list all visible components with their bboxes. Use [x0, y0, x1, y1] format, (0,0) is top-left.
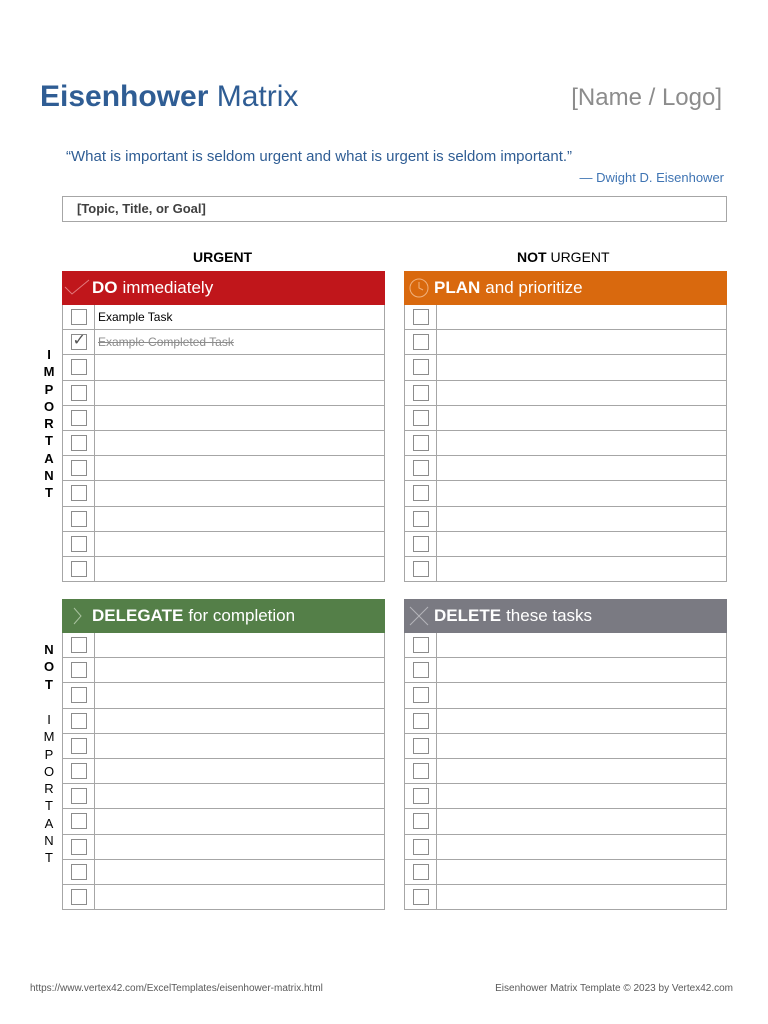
checkmark-icon: ✓ [72, 332, 86, 350]
task-list [62, 305, 385, 582]
task-text[interactable] [95, 885, 384, 909]
task-text[interactable] [437, 683, 726, 707]
checkbox-cell [405, 507, 437, 531]
checkbox-cell [63, 835, 95, 859]
checkbox-cell [405, 809, 437, 833]
task-row [63, 734, 384, 759]
task-row [63, 784, 384, 809]
task-checkbox[interactable] [71, 662, 87, 678]
column-header-not-urgent [517, 249, 610, 265]
task-row [405, 734, 726, 759]
task-row [405, 330, 726, 355]
side-letter: N [44, 468, 54, 484]
task-checkbox[interactable] [413, 536, 429, 552]
task-row [63, 557, 384, 582]
checkbox-cell [63, 330, 95, 354]
quadrant-title-rest: these tasks [506, 606, 593, 625]
task-checkbox[interactable] [71, 359, 87, 375]
side-letter: T [45, 850, 53, 866]
checkbox-cell [63, 709, 95, 733]
checkbox-cell [63, 305, 95, 329]
task-row [63, 305, 384, 330]
checkbox-cell [405, 734, 437, 758]
task-row [405, 381, 726, 406]
task-checkbox[interactable] [71, 763, 87, 779]
task-row [405, 355, 726, 380]
task-checkbox[interactable] [71, 309, 87, 325]
task-checkbox[interactable] [71, 511, 87, 527]
task-row [405, 431, 726, 456]
task-text[interactable] [437, 305, 726, 329]
task-text[interactable] [437, 809, 726, 833]
task-text[interactable] [95, 406, 384, 430]
task-text[interactable] [437, 532, 726, 556]
task-row [405, 532, 726, 557]
task-checkbox[interactable] [413, 385, 429, 401]
side-letter: P [44, 381, 54, 397]
checkbox-cell [405, 633, 437, 657]
task-text[interactable] [95, 759, 384, 783]
checkbox-cell [63, 381, 95, 405]
task-text[interactable] [95, 355, 384, 379]
chevron-right-icon [62, 599, 92, 633]
side-label-not-important [42, 711, 56, 867]
task-text[interactable] [95, 835, 384, 859]
quadrant-header-delete [404, 599, 727, 633]
task-row [405, 759, 726, 784]
quadrant-plan [404, 271, 727, 582]
task-text[interactable] [437, 507, 726, 531]
logo-placeholder: [Name / Logo] [571, 84, 722, 111]
task-checkbox[interactable] [71, 561, 87, 577]
checkbox-cell [63, 507, 95, 531]
task-text[interactable] [95, 809, 384, 833]
task-checkbox[interactable] [413, 813, 429, 829]
task-row [405, 305, 726, 330]
task-row [63, 406, 384, 431]
side-letter: T [45, 485, 53, 501]
task-checkbox[interactable] [71, 637, 87, 653]
task-text[interactable] [95, 507, 384, 531]
task-text[interactable] [95, 431, 384, 455]
task-row [405, 683, 726, 708]
side-letter: N [44, 642, 54, 657]
quadrant-header-delegate [62, 599, 385, 633]
quadrant-delegate [62, 599, 385, 910]
quadrant-title-bold: DO [92, 278, 118, 297]
task-row [63, 835, 384, 860]
task-row [63, 507, 384, 532]
task-text[interactable] [95, 734, 384, 758]
task-checkbox[interactable] [71, 713, 87, 729]
task-text[interactable] [95, 709, 384, 733]
checkbox-cell [63, 431, 95, 455]
task-row [63, 658, 384, 683]
task-text[interactable] [437, 406, 726, 430]
task-row [63, 809, 384, 834]
task-text[interactable] [437, 381, 726, 405]
task-checkbox[interactable] [413, 839, 429, 855]
column-header-not: NOT [517, 249, 547, 265]
footer-copyright: Eisenhower Matrix Template © 2023 by Vertex42.com [495, 983, 733, 994]
task-checkbox[interactable] [71, 334, 87, 350]
task-text[interactable] [437, 860, 726, 884]
task-text[interactable] [95, 860, 384, 884]
checkbox-cell [405, 305, 437, 329]
quadrant-title-bold: DELETE [434, 606, 502, 625]
quadrant-do [62, 271, 385, 582]
side-letter: A [44, 815, 54, 831]
task-text[interactable] [437, 835, 726, 859]
checkbox-cell [63, 658, 95, 682]
task-row [63, 381, 384, 406]
title-bold: Eisenhower [40, 80, 209, 113]
task-row [63, 532, 384, 557]
task-row [63, 683, 384, 708]
task-text[interactable] [95, 633, 384, 657]
side-letter: R [44, 416, 54, 432]
quote-text: “What is important is seldom urgent and what is urgent is seldom important.” [66, 148, 573, 165]
task-checkbox[interactable] [71, 839, 87, 855]
task-checkbox[interactable] [71, 410, 87, 426]
task-text[interactable] [95, 784, 384, 808]
task-checkbox[interactable] [71, 788, 87, 804]
task-checkbox[interactable] [71, 485, 87, 501]
checkbox-cell [405, 835, 437, 859]
task-text[interactable] [95, 381, 384, 405]
task-checkbox[interactable] [413, 511, 429, 527]
checkbox-cell [405, 355, 437, 379]
task-checkbox[interactable] [413, 334, 429, 350]
checkbox-cell [405, 759, 437, 783]
side-letter: O [43, 763, 55, 779]
task-list [62, 633, 385, 910]
task-row [63, 860, 384, 885]
task-row [405, 658, 726, 683]
task-row [405, 860, 726, 885]
side-label-important [42, 346, 56, 502]
topic-field[interactable]: [Topic, Title, or Goal] [62, 196, 727, 222]
title-rest: Matrix [216, 80, 299, 113]
task-checkbox[interactable] [413, 485, 429, 501]
quadrant-title-bold: DELEGATE [92, 606, 184, 625]
task-checkbox[interactable] [71, 738, 87, 754]
side-letter: O [43, 398, 55, 414]
checkbox-cell [405, 406, 437, 430]
task-checkbox[interactable] [413, 359, 429, 375]
page-title [40, 80, 298, 114]
task-row [405, 456, 726, 481]
column-header-urgent-rest: URGENT [550, 249, 610, 265]
side-letter: N [44, 833, 54, 849]
checkbox-cell [63, 734, 95, 758]
checkbox-cell [405, 557, 437, 581]
checkbox-cell [405, 532, 437, 556]
task-checkbox[interactable] [413, 889, 429, 905]
side-letter: T [45, 433, 53, 449]
quadrant-title-bold: PLAN [434, 278, 481, 297]
task-row [63, 481, 384, 506]
checkbox-cell [63, 860, 95, 884]
task-text[interactable]: Example Task [98, 310, 173, 324]
quadrant-title-rest: immediately [122, 278, 214, 297]
task-row [405, 809, 726, 834]
task-checkbox[interactable] [71, 435, 87, 451]
checkbox-cell [63, 809, 95, 833]
quote-author: — Dwight D. Eisenhower [579, 170, 724, 185]
task-checkbox[interactable] [413, 713, 429, 729]
side-letter: M [43, 729, 55, 745]
task-checkbox[interactable] [413, 410, 429, 426]
checkbox-cell [405, 330, 437, 354]
task-checkbox[interactable] [71, 687, 87, 703]
checkbox-cell [63, 759, 95, 783]
task-checkbox[interactable] [413, 561, 429, 577]
task-list [404, 633, 727, 910]
task-row [405, 709, 726, 734]
side-letter: A [44, 450, 54, 466]
checkbox-cell [405, 381, 437, 405]
checkbox-cell [405, 860, 437, 884]
clock-icon [404, 271, 434, 305]
column-header-urgent: URGENT [193, 249, 253, 265]
task-text[interactable] [437, 481, 726, 505]
checkbox-cell [63, 885, 95, 909]
task-text[interactable] [95, 481, 384, 505]
side-letter: M [43, 364, 55, 380]
side-letter: T [45, 798, 53, 814]
checkbox-cell [405, 784, 437, 808]
task-text[interactable] [437, 633, 726, 657]
task-text[interactable] [95, 532, 384, 556]
task-text[interactable]: Example Completed Task [98, 335, 234, 350]
task-row [63, 759, 384, 784]
checkbox-cell [405, 481, 437, 505]
checkbox-cell [405, 709, 437, 733]
task-checkbox[interactable] [71, 536, 87, 552]
task-row [405, 507, 726, 532]
side-letter: R [44, 781, 54, 797]
side-letter: O [43, 659, 55, 675]
task-text[interactable] [437, 784, 726, 808]
task-row [63, 456, 384, 481]
task-checkbox[interactable] [413, 637, 429, 653]
task-row [63, 431, 384, 456]
side-letter: T [45, 676, 53, 692]
task-text[interactable] [95, 557, 384, 581]
checkbox-cell [63, 532, 95, 556]
task-text[interactable] [437, 885, 726, 909]
task-checkbox[interactable] [413, 864, 429, 880]
task-row [405, 557, 726, 582]
task-checkbox[interactable] [413, 662, 429, 678]
task-row [63, 709, 384, 734]
checkbox-cell [63, 784, 95, 808]
task-checkbox[interactable] [413, 763, 429, 779]
checkbox-cell [405, 683, 437, 707]
quadrant-header-do [62, 271, 385, 305]
quadrant-header-plan [404, 271, 727, 305]
task-row [405, 784, 726, 809]
task-row [405, 835, 726, 860]
check-icon [62, 271, 92, 305]
task-text[interactable] [437, 355, 726, 379]
task-checkbox[interactable] [413, 738, 429, 754]
task-text[interactable] [437, 456, 726, 480]
checkbox-cell [405, 456, 437, 480]
task-checkbox[interactable] [413, 788, 429, 804]
task-row [63, 885, 384, 910]
quadrant-title-rest: and prioritize [485, 278, 583, 297]
task-text[interactable] [437, 734, 726, 758]
task-row [405, 481, 726, 506]
task-row [63, 633, 384, 658]
quadrant-title-rest: for completion [188, 606, 296, 625]
checkbox-cell [63, 456, 95, 480]
checkbox-cell [405, 431, 437, 455]
side-label-not [42, 641, 56, 693]
task-row [405, 633, 726, 658]
side-letter: P [44, 746, 54, 762]
task-text[interactable] [95, 683, 384, 707]
task-text[interactable] [95, 456, 384, 480]
checkbox-cell [63, 406, 95, 430]
task-checkbox[interactable] [413, 309, 429, 325]
task-checkbox[interactable] [71, 864, 87, 880]
task-checkbox[interactable] [71, 460, 87, 476]
task-row [405, 406, 726, 431]
task-text[interactable] [437, 759, 726, 783]
task-row [63, 355, 384, 380]
checkbox-cell [63, 633, 95, 657]
footer-url: https://www.vertex42.com/ExcelTemplates/eisenhower-matrix.html [30, 983, 323, 994]
task-text[interactable] [437, 709, 726, 733]
task-text[interactable] [437, 431, 726, 455]
task-row [63, 330, 384, 355]
quadrant-delete [404, 599, 727, 910]
task-row [405, 885, 726, 910]
task-text[interactable] [437, 557, 726, 581]
task-checkbox[interactable] [413, 687, 429, 703]
task-checkbox[interactable] [71, 385, 87, 401]
checkbox-cell [63, 481, 95, 505]
task-text[interactable] [437, 658, 726, 682]
checkbox-cell [63, 355, 95, 379]
task-checkbox[interactable] [71, 813, 87, 829]
task-text[interactable] [437, 330, 726, 354]
checkbox-cell [405, 885, 437, 909]
task-checkbox[interactable] [71, 889, 87, 905]
x-icon [404, 599, 434, 633]
side-letter: I [47, 712, 51, 727]
task-list [404, 305, 727, 582]
checkbox-cell [63, 683, 95, 707]
checkbox-cell [405, 658, 437, 682]
side-letter: I [47, 347, 51, 362]
task-checkbox[interactable] [413, 460, 429, 476]
checkbox-cell [63, 557, 95, 581]
task-checkbox[interactable] [413, 435, 429, 451]
task-text[interactable] [95, 658, 384, 682]
